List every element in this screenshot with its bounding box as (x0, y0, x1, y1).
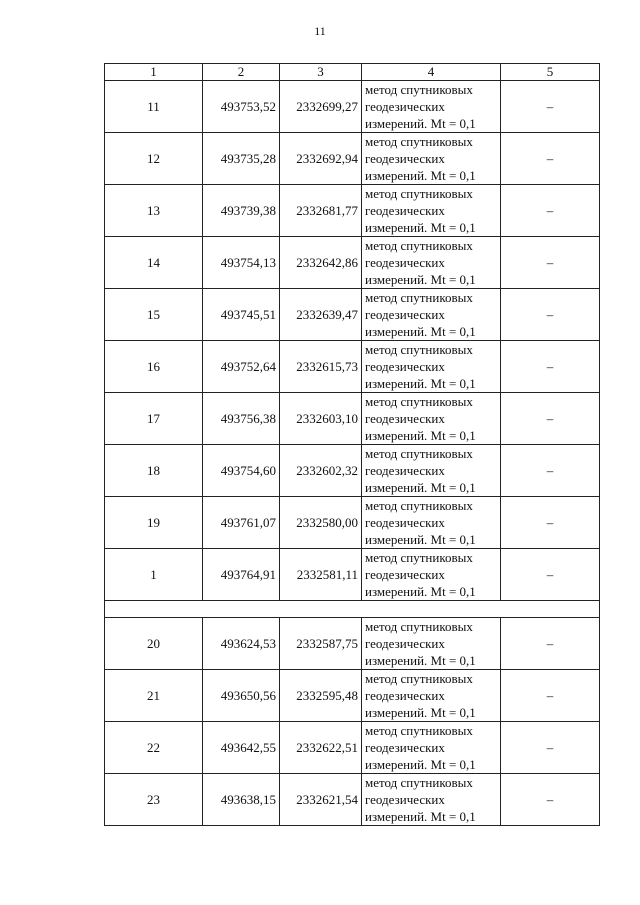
note-cell: – (501, 618, 600, 670)
note-cell: – (501, 81, 600, 133)
table-row (105, 445, 600, 497)
point-number-cell: 22 (105, 722, 203, 774)
method-cell (362, 549, 501, 601)
method-cell (362, 670, 501, 722)
x-coordinate-cell: 493753,52 (203, 81, 280, 133)
point-number-cell: 13 (105, 185, 203, 237)
table-row (105, 341, 600, 393)
note-cell: – (501, 722, 600, 774)
method-text-line: геодезических (365, 411, 445, 426)
method-cell (362, 81, 501, 133)
method-text-line: измерений. Mt = 0,1 (365, 480, 476, 495)
method-text-line: метод спутниковых (365, 775, 473, 790)
y-coordinate-cell: 2332602,32 (280, 445, 362, 497)
x-coordinate-cell: 493735,28 (203, 133, 280, 185)
method-text-line: геодезических (365, 636, 445, 651)
x-coordinate-cell: 493745,51 (203, 289, 280, 341)
method-cell (362, 237, 501, 289)
method-text-line: геодезических (365, 567, 445, 582)
method-text-line: метод спутниковых (365, 290, 473, 305)
table-row (105, 393, 600, 445)
method-text-line: измерений. Mt = 0,1 (365, 809, 476, 824)
method-cell (362, 341, 501, 393)
point-number-cell: 19 (105, 497, 203, 549)
point-number-cell: 15 (105, 289, 203, 341)
method-text-line: геодезических (365, 463, 445, 478)
point-number-cell: 18 (105, 445, 203, 497)
method-text-line: метод спутниковых (365, 186, 473, 201)
column-header: 4 (362, 64, 501, 81)
x-coordinate-cell: 493752,64 (203, 341, 280, 393)
method-text-line: измерений. Mt = 0,1 (365, 428, 476, 443)
point-number-cell: 21 (105, 670, 203, 722)
note-cell: – (501, 774, 600, 826)
point-number-cell: 14 (105, 237, 203, 289)
table-row (105, 133, 600, 185)
column-header: 3 (280, 64, 362, 81)
method-text-line: метод спутниковых (365, 394, 473, 409)
method-text-line: измерений. Mt = 0,1 (365, 272, 476, 287)
method-text-line: измерений. Mt = 0,1 (365, 757, 476, 772)
table-row (105, 185, 600, 237)
table-body-group-b (105, 618, 600, 826)
x-coordinate-cell: 493754,60 (203, 445, 280, 497)
method-cell (362, 185, 501, 237)
y-coordinate-cell: 2332603,10 (280, 393, 362, 445)
table-row (105, 237, 600, 289)
note-cell: – (501, 341, 600, 393)
x-coordinate-cell: 493756,38 (203, 393, 280, 445)
method-text-line: измерений. Mt = 0,1 (365, 653, 476, 668)
method-text-line: метод спутниковых (365, 723, 473, 738)
y-coordinate-cell: 2332639,47 (280, 289, 362, 341)
column-header: 1 (105, 64, 203, 81)
y-coordinate-cell: 2332615,73 (280, 341, 362, 393)
x-coordinate-cell: 493761,07 (203, 497, 280, 549)
method-cell (362, 393, 501, 445)
note-cell: – (501, 549, 600, 601)
method-cell (362, 722, 501, 774)
y-coordinate-cell: 2332621,54 (280, 774, 362, 826)
x-coordinate-cell: 493642,55 (203, 722, 280, 774)
x-coordinate-cell: 493754,13 (203, 237, 280, 289)
point-number-cell: 23 (105, 774, 203, 826)
x-coordinate-cell: 493764,91 (203, 549, 280, 601)
method-text-line: геодезических (365, 307, 445, 322)
method-text-line: измерений. Mt = 0,1 (365, 220, 476, 235)
method-text-line: геодезических (365, 151, 445, 166)
method-text-line: метод спутниковых (365, 134, 473, 149)
point-number-cell: 1 (105, 549, 203, 601)
note-cell: – (501, 670, 600, 722)
x-coordinate-cell: 493638,15 (203, 774, 280, 826)
method-cell (362, 618, 501, 670)
table-row (105, 497, 600, 549)
method-text-line: метод спутниковых (365, 619, 473, 634)
method-text-line: геодезических (365, 792, 445, 807)
note-cell: – (501, 133, 600, 185)
note-cell: – (501, 185, 600, 237)
method-text-line: геодезических (365, 99, 445, 114)
point-number-cell: 20 (105, 618, 203, 670)
y-coordinate-cell: 2332681,77 (280, 185, 362, 237)
method-text-line: геодезических (365, 740, 445, 755)
method-cell (362, 445, 501, 497)
y-coordinate-cell: 2332580,00 (280, 497, 362, 549)
coordinates-table (104, 63, 600, 826)
method-text-line: метод спутниковых (365, 446, 473, 461)
table-body-group-a (105, 81, 600, 601)
page-number: 11 (314, 24, 326, 38)
y-coordinate-cell: 2332692,94 (280, 133, 362, 185)
y-coordinate-cell: 2332622,51 (280, 722, 362, 774)
method-text-line: измерений. Mt = 0,1 (365, 116, 476, 131)
separator-row (105, 601, 600, 618)
method-text-line: измерений. Mt = 0,1 (365, 584, 476, 599)
y-coordinate-cell: 2332699,27 (280, 81, 362, 133)
table-row (105, 549, 600, 601)
method-cell (362, 133, 501, 185)
note-cell: – (501, 497, 600, 549)
table-header-row (105, 64, 600, 81)
method-text-line: измерений. Mt = 0,1 (365, 705, 476, 720)
method-text-line: метод спутниковых (365, 238, 473, 253)
method-text-line: метод спутниковых (365, 671, 473, 686)
column-header: 5 (501, 64, 600, 81)
point-number-cell: 16 (105, 341, 203, 393)
method-text-line: геодезических (365, 203, 445, 218)
table-row (105, 774, 600, 826)
y-coordinate-cell: 2332581,11 (280, 549, 362, 601)
table-row (105, 81, 600, 133)
table-gap (105, 601, 600, 618)
point-number-cell: 11 (105, 81, 203, 133)
y-coordinate-cell: 2332642,86 (280, 237, 362, 289)
method-text-line: метод спутниковых (365, 550, 473, 565)
method-text-line: метод спутниковых (365, 82, 473, 97)
x-coordinate-cell: 493624,53 (203, 618, 280, 670)
method-cell (362, 774, 501, 826)
method-text-line: геодезических (365, 359, 445, 374)
y-coordinate-cell: 2332587,75 (280, 618, 362, 670)
note-cell: – (501, 289, 600, 341)
method-cell (362, 497, 501, 549)
method-cell (362, 289, 501, 341)
x-coordinate-cell: 493650,56 (203, 670, 280, 722)
method-text-line: измерений. Mt = 0,1 (365, 376, 476, 391)
point-number-cell: 17 (105, 393, 203, 445)
note-cell: – (501, 237, 600, 289)
table-row (105, 722, 600, 774)
method-text-line: измерений. Mt = 0,1 (365, 532, 476, 547)
method-text-line: измерений. Mt = 0,1 (365, 324, 476, 339)
note-cell: – (501, 445, 600, 497)
table-row (105, 289, 600, 341)
point-number-cell: 12 (105, 133, 203, 185)
method-text-line: метод спутниковых (365, 498, 473, 513)
method-text-line: геодезических (365, 688, 445, 703)
column-header: 2 (203, 64, 280, 81)
method-text-line: измерений. Mt = 0,1 (365, 168, 476, 183)
method-text-line: геодезических (365, 515, 445, 530)
method-text-line: метод спутниковых (365, 342, 473, 357)
y-coordinate-cell: 2332595,48 (280, 670, 362, 722)
table-row (105, 618, 600, 670)
note-cell: – (501, 393, 600, 445)
method-text-line: геодезических (365, 255, 445, 270)
table-row (105, 670, 600, 722)
x-coordinate-cell: 493739,38 (203, 185, 280, 237)
